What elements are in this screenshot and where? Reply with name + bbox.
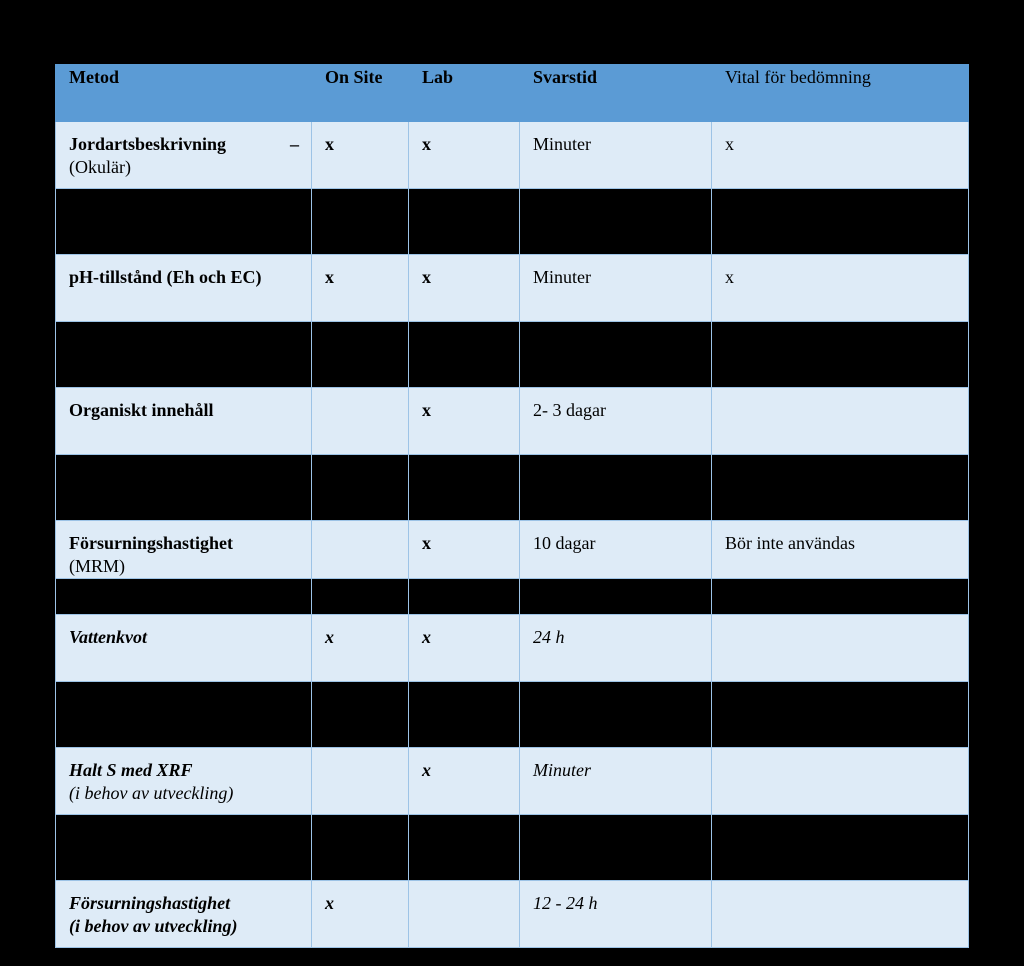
table-row-blank — [56, 455, 969, 521]
table-row-blank — [56, 322, 969, 388]
table-row — [56, 521, 969, 579]
metod-sub: (Okulär) — [69, 157, 131, 177]
cell-on-site — [312, 521, 409, 579]
table-row-blank — [56, 189, 969, 255]
metod-text: Halt S med XRF — [69, 760, 193, 780]
table-row — [56, 122, 969, 189]
cell-metod: Vattenkvot — [56, 615, 312, 682]
header-metod: Metod — [56, 65, 312, 122]
cell-vital: x — [712, 122, 969, 189]
cell-on-site: x — [312, 615, 409, 682]
cell-metod — [56, 521, 312, 579]
table-row-blank — [56, 815, 969, 881]
cell-metod — [56, 748, 312, 815]
cell-svarstid: 10 dagar — [520, 521, 712, 579]
table-row — [56, 748, 969, 815]
cell-vital: Bör inte användas — [712, 521, 969, 579]
header-vital: Vital för bedömning — [712, 65, 969, 122]
header-svarstid: Svarstid — [520, 65, 712, 122]
cell-svarstid: 12 - 24 h — [520, 881, 712, 948]
cell-metod — [56, 881, 312, 948]
table-row-blank — [56, 682, 969, 748]
methods-table — [55, 64, 969, 948]
header-on-site: On Site — [312, 65, 409, 122]
cell-metod: pH-tillstånd (Eh och EC) — [56, 255, 312, 322]
header-lab: Lab — [409, 65, 520, 122]
cell-vital: x — [712, 255, 969, 322]
cell-lab: x — [409, 615, 520, 682]
metod-sub: (i behov av utveckling) — [69, 783, 234, 803]
cell-lab: x — [409, 521, 520, 579]
cell-svarstid: 24 h — [520, 615, 712, 682]
cell-on-site — [312, 748, 409, 815]
cell-vital — [712, 748, 969, 815]
cell-lab: x — [409, 255, 520, 322]
metod-text: Försurningshastighet — [69, 893, 231, 913]
cell-on-site: x — [312, 255, 409, 322]
cell-vital — [712, 615, 969, 682]
cell-on-site: x — [312, 122, 409, 189]
cell-lab — [409, 881, 520, 948]
cell-on-site: x — [312, 881, 409, 948]
cell-svarstid: 2- 3 dagar — [520, 388, 712, 455]
table-row — [56, 615, 969, 682]
metod-dash: – — [290, 134, 299, 154]
metod-text: Försurningshastighet — [69, 533, 234, 553]
table-row — [56, 881, 969, 948]
cell-vital — [712, 881, 969, 948]
cell-svarstid: Minuter — [520, 255, 712, 322]
cell-svarstid: Minuter — [520, 122, 712, 189]
cell-vital — [712, 388, 969, 455]
table-row-blank — [56, 579, 969, 615]
metod-sub: (i behov av utveckling) — [69, 916, 238, 936]
cell-on-site — [312, 388, 409, 455]
metod-sub: (MRM) — [69, 556, 126, 576]
cell-lab: x — [409, 388, 520, 455]
table-row — [56, 255, 969, 322]
metod-text: Jordartsbeskrivning — [69, 134, 227, 154]
cell-metod — [56, 122, 312, 189]
cell-svarstid: Minuter — [520, 748, 712, 815]
table-row — [56, 388, 969, 455]
header-row — [56, 65, 969, 122]
cell-metod: Organiskt innehåll — [56, 388, 312, 455]
cell-lab: x — [409, 748, 520, 815]
cell-lab: x — [409, 122, 520, 189]
